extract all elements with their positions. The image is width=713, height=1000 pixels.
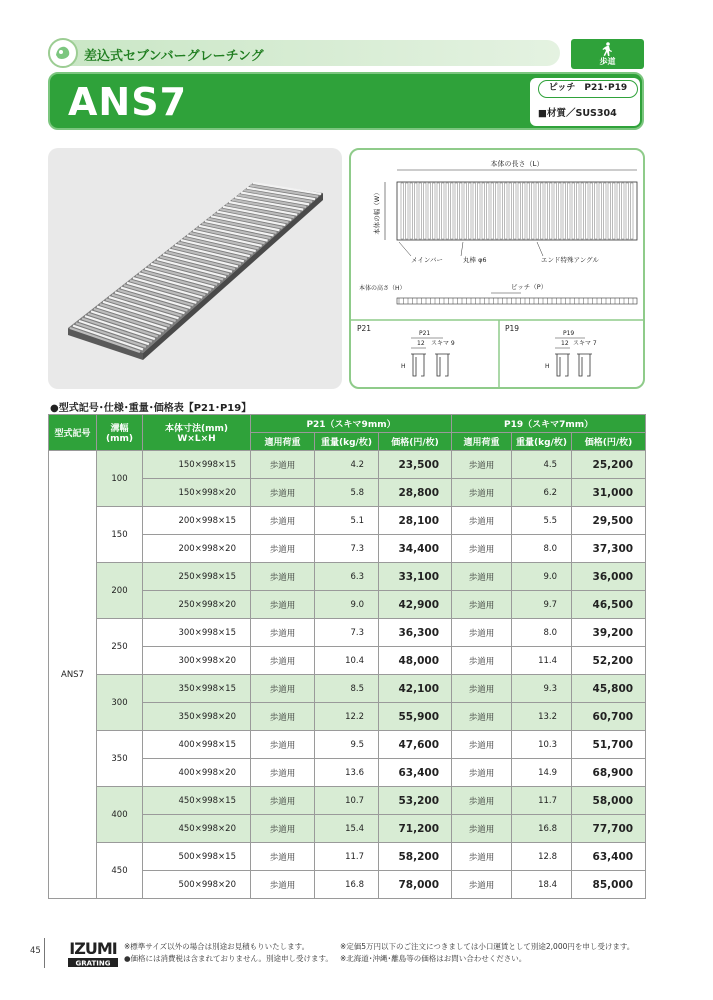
price-cell: 25,200: [572, 451, 646, 479]
footer-notes-left: [124, 941, 333, 965]
weight-cell: 8.5: [315, 675, 379, 703]
load-cell: 歩道用: [452, 451, 512, 479]
groove-cell: 350: [97, 731, 143, 787]
price-cell: 48,000: [379, 647, 452, 675]
price-cell: 42,900: [379, 591, 452, 619]
dims-cell: 300×998×15: [143, 619, 251, 647]
dims-cell: 400×998×20: [143, 759, 251, 787]
price-cell: 68,900: [572, 759, 646, 787]
load-cell: 歩道用: [251, 843, 315, 871]
weight-cell: 8.0: [512, 535, 572, 563]
load-cell: 歩道用: [452, 815, 512, 843]
weight-cell: 13.6: [315, 759, 379, 787]
load-cell: 歩道用: [452, 507, 512, 535]
load-cell: 歩道用: [452, 675, 512, 703]
product-name: ANS7: [68, 80, 188, 124]
pedestrian-icon: [601, 42, 614, 56]
table-row: [49, 675, 646, 703]
weight-cell: 10.4: [315, 647, 379, 675]
load-cell: 歩道用: [251, 535, 315, 563]
weight-cell: 9.0: [315, 591, 379, 619]
dims-cell: 450×998×20: [143, 815, 251, 843]
weight-cell: 9.3: [512, 675, 572, 703]
load-cell: 歩道用: [251, 479, 315, 507]
weight-cell: 15.4: [315, 815, 379, 843]
price-cell: 51,700: [572, 731, 646, 759]
main-bar-label: メインバー: [411, 256, 443, 264]
weight-cell: 8.0: [512, 619, 572, 647]
price-cell: 28,100: [379, 507, 452, 535]
price-cell: 58,200: [379, 843, 452, 871]
svg-text:IZUMI: IZUMI: [69, 939, 117, 958]
header-weight-p19: 重量(kg/枚): [512, 433, 572, 451]
load-cell: 歩道用: [251, 563, 315, 591]
price-cell: 78,000: [379, 871, 452, 899]
load-cell: 歩道用: [251, 619, 315, 647]
series-title: 差込式セブンバーグレーチング: [84, 49, 264, 64]
note: ※標準サイズ以外の場合は別途お見積もりいたします。: [124, 942, 310, 951]
table-row: [49, 787, 646, 815]
dims-cell: 350×998×20: [143, 703, 251, 731]
svg-text:GRATING: GRATING: [75, 959, 111, 968]
category-badge: [571, 39, 644, 69]
note: ※定価5万円以下のご注文につきましては小口運賃として別途2,000円を申し受けます。: [340, 942, 635, 951]
spec-price-table: [48, 414, 646, 899]
p19-gap: スキマ 7: [573, 340, 597, 347]
load-cell: 歩道用: [452, 591, 512, 619]
load-cell: 歩道用: [251, 703, 315, 731]
weight-cell: 4.5: [512, 451, 572, 479]
dims-cell: 400×998×15: [143, 731, 251, 759]
price-cell: 60,700: [572, 703, 646, 731]
dims-cell: 200×998×15: [143, 507, 251, 535]
p21-height: H: [401, 363, 406, 370]
price-cell: 85,000: [572, 871, 646, 899]
header-p19: P19（スキマ7mm）: [452, 415, 646, 433]
page-number: 45: [30, 946, 41, 956]
p21-bar-width: 12: [417, 340, 425, 347]
dims-cell: 250×998×20: [143, 591, 251, 619]
weight-cell: 16.8: [512, 815, 572, 843]
model-cell: ANS7: [49, 451, 97, 899]
price-cell: 28,800: [379, 479, 452, 507]
weight-cell: 7.3: [315, 535, 379, 563]
load-cell: 歩道用: [452, 647, 512, 675]
table-row: [49, 563, 646, 591]
price-cell: 36,300: [379, 619, 452, 647]
price-cell: 23,500: [379, 451, 452, 479]
price-cell: 63,400: [379, 759, 452, 787]
load-cell: 歩道用: [251, 675, 315, 703]
dims-cell: 200×998×20: [143, 535, 251, 563]
groove-cell: 250: [97, 619, 143, 675]
groove-cell: 300: [97, 675, 143, 731]
load-cell: 歩道用: [251, 451, 315, 479]
header-price-p21: 価格(円/枚): [379, 433, 452, 451]
weight-cell: 6.3: [315, 563, 379, 591]
load-cell: 歩道用: [452, 619, 512, 647]
price-cell: 37,300: [572, 535, 646, 563]
groove-cell: 400: [97, 787, 143, 843]
note: ※北海道･沖縄･離島等の価格はお問い合わせください。: [340, 954, 527, 963]
header-load-p21: 適用荷重: [251, 433, 315, 451]
dims-cell: 150×998×20: [143, 479, 251, 507]
weight-cell: 9.5: [315, 731, 379, 759]
dims-cell: 500×998×20: [143, 871, 251, 899]
pitch-label-diagram: ピッチ（P）: [511, 283, 548, 291]
height-label: 本体の高さ（H）: [359, 285, 406, 292]
table-row: [49, 507, 646, 535]
weight-cell: 11.4: [512, 647, 572, 675]
weight-cell: 6.2: [512, 479, 572, 507]
weight-cell: 9.7: [512, 591, 572, 619]
load-cell: 歩道用: [452, 871, 512, 899]
load-cell: 歩道用: [452, 731, 512, 759]
price-cell: 31,000: [572, 479, 646, 507]
price-cell: 36,000: [572, 563, 646, 591]
table-title: ●型式記号･仕様･重量･価格表【P21･P19】: [50, 403, 252, 414]
price-cell: 46,500: [572, 591, 646, 619]
weight-cell: 10.7: [315, 787, 379, 815]
dims-cell: 500×998×15: [143, 843, 251, 871]
table-row: [49, 843, 646, 871]
price-cell: 52,200: [572, 647, 646, 675]
weight-cell: 11.7: [512, 787, 572, 815]
product-photo: [48, 148, 342, 389]
note: ●価格には消費税は含まれておりません。別途申し受けます。: [124, 954, 333, 963]
weight-cell: 12.2: [315, 703, 379, 731]
category-label: 歩道: [599, 57, 616, 66]
weight-cell: 16.8: [315, 871, 379, 899]
dimension-diagram: [349, 148, 645, 389]
width-label: 本体の幅（W）: [373, 189, 381, 235]
footer-notes-right: [340, 941, 634, 965]
price-cell: 33,100: [379, 563, 452, 591]
header-groove: 溝幅 (mm): [97, 415, 143, 451]
weight-cell: 5.5: [512, 507, 572, 535]
p19-height: H: [545, 363, 550, 370]
weight-cell: 4.2: [315, 451, 379, 479]
table-row: [49, 731, 646, 759]
weight-cell: 7.3: [315, 619, 379, 647]
load-cell: 歩道用: [251, 731, 315, 759]
load-cell: 歩道用: [452, 843, 512, 871]
groove-cell: 150: [97, 507, 143, 563]
price-cell: 39,200: [572, 619, 646, 647]
load-cell: 歩道用: [251, 647, 315, 675]
load-cell: 歩道用: [452, 563, 512, 591]
load-cell: 歩道用: [452, 479, 512, 507]
load-cell: 歩道用: [452, 759, 512, 787]
dims-cell: 150×998×15: [143, 451, 251, 479]
dims-cell: 300×998×20: [143, 647, 251, 675]
p19-section-title: P19: [505, 324, 520, 333]
header-model: 型式記号: [49, 415, 97, 451]
groove-cell: 100: [97, 451, 143, 507]
price-cell: 45,800: [572, 675, 646, 703]
weight-cell: 14.9: [512, 759, 572, 787]
price-cell: 71,200: [379, 815, 452, 843]
load-cell: 歩道用: [452, 535, 512, 563]
p19-bar-width: 12: [561, 340, 569, 347]
header-weight-p21: 重量(kg/枚): [315, 433, 379, 451]
load-cell: 歩道用: [251, 507, 315, 535]
price-cell: 77,700: [572, 815, 646, 843]
length-label: 本体の長さ（L）: [490, 160, 544, 168]
weight-cell: 10.3: [512, 731, 572, 759]
dims-cell: 350×998×15: [143, 675, 251, 703]
weight-cell: 18.4: [512, 871, 572, 899]
end-angle-label: エンド特殊アングル: [541, 256, 599, 264]
table-row: [49, 619, 646, 647]
grating-logo-icon: [48, 38, 78, 68]
header-p21: P21（スキマ9mm）: [251, 415, 452, 433]
price-cell: 55,900: [379, 703, 452, 731]
p21-pitch: P21: [419, 330, 431, 337]
header-dims: 本体寸法(mm) W×L×H: [143, 415, 251, 451]
load-cell: 歩道用: [452, 703, 512, 731]
load-cell: 歩道用: [251, 759, 315, 787]
price-cell: 47,600: [379, 731, 452, 759]
price-cell: 34,400: [379, 535, 452, 563]
price-cell: 42,100: [379, 675, 452, 703]
izumi-logo: [68, 938, 118, 968]
dims-cell: 450×998×15: [143, 787, 251, 815]
groove-cell: 450: [97, 843, 143, 899]
price-cell: 58,000: [572, 787, 646, 815]
header-load-p19: 適用荷重: [452, 433, 512, 451]
load-cell: 歩道用: [251, 815, 315, 843]
footer-divider: [44, 938, 45, 968]
load-cell: 歩道用: [251, 871, 315, 899]
load-cell: 歩道用: [452, 787, 512, 815]
material-label: ■材質／SUS304: [538, 108, 617, 119]
weight-cell: 9.0: [512, 563, 572, 591]
table-row: [49, 451, 646, 479]
price-cell: 29,500: [572, 507, 646, 535]
dims-cell: 250×998×15: [143, 563, 251, 591]
load-cell: 歩道用: [251, 787, 315, 815]
price-cell: 53,200: [379, 787, 452, 815]
weight-cell: 5.8: [315, 479, 379, 507]
pitch-label: ピッチ P21･P19: [538, 80, 638, 98]
groove-cell: 200: [97, 563, 143, 619]
weight-cell: 13.2: [512, 703, 572, 731]
p21-gap: スキマ 9: [431, 340, 455, 347]
weight-cell: 11.7: [315, 843, 379, 871]
header-price-p19: 価格(円/枚): [572, 433, 646, 451]
weight-cell: 5.1: [315, 507, 379, 535]
load-cell: 歩道用: [251, 591, 315, 619]
round-bar-label: 丸棒 φ6: [463, 256, 487, 264]
p19-pitch: P19: [563, 330, 575, 337]
weight-cell: 12.8: [512, 843, 572, 871]
price-cell: 63,400: [572, 843, 646, 871]
p21-section-title: P21: [357, 324, 372, 333]
